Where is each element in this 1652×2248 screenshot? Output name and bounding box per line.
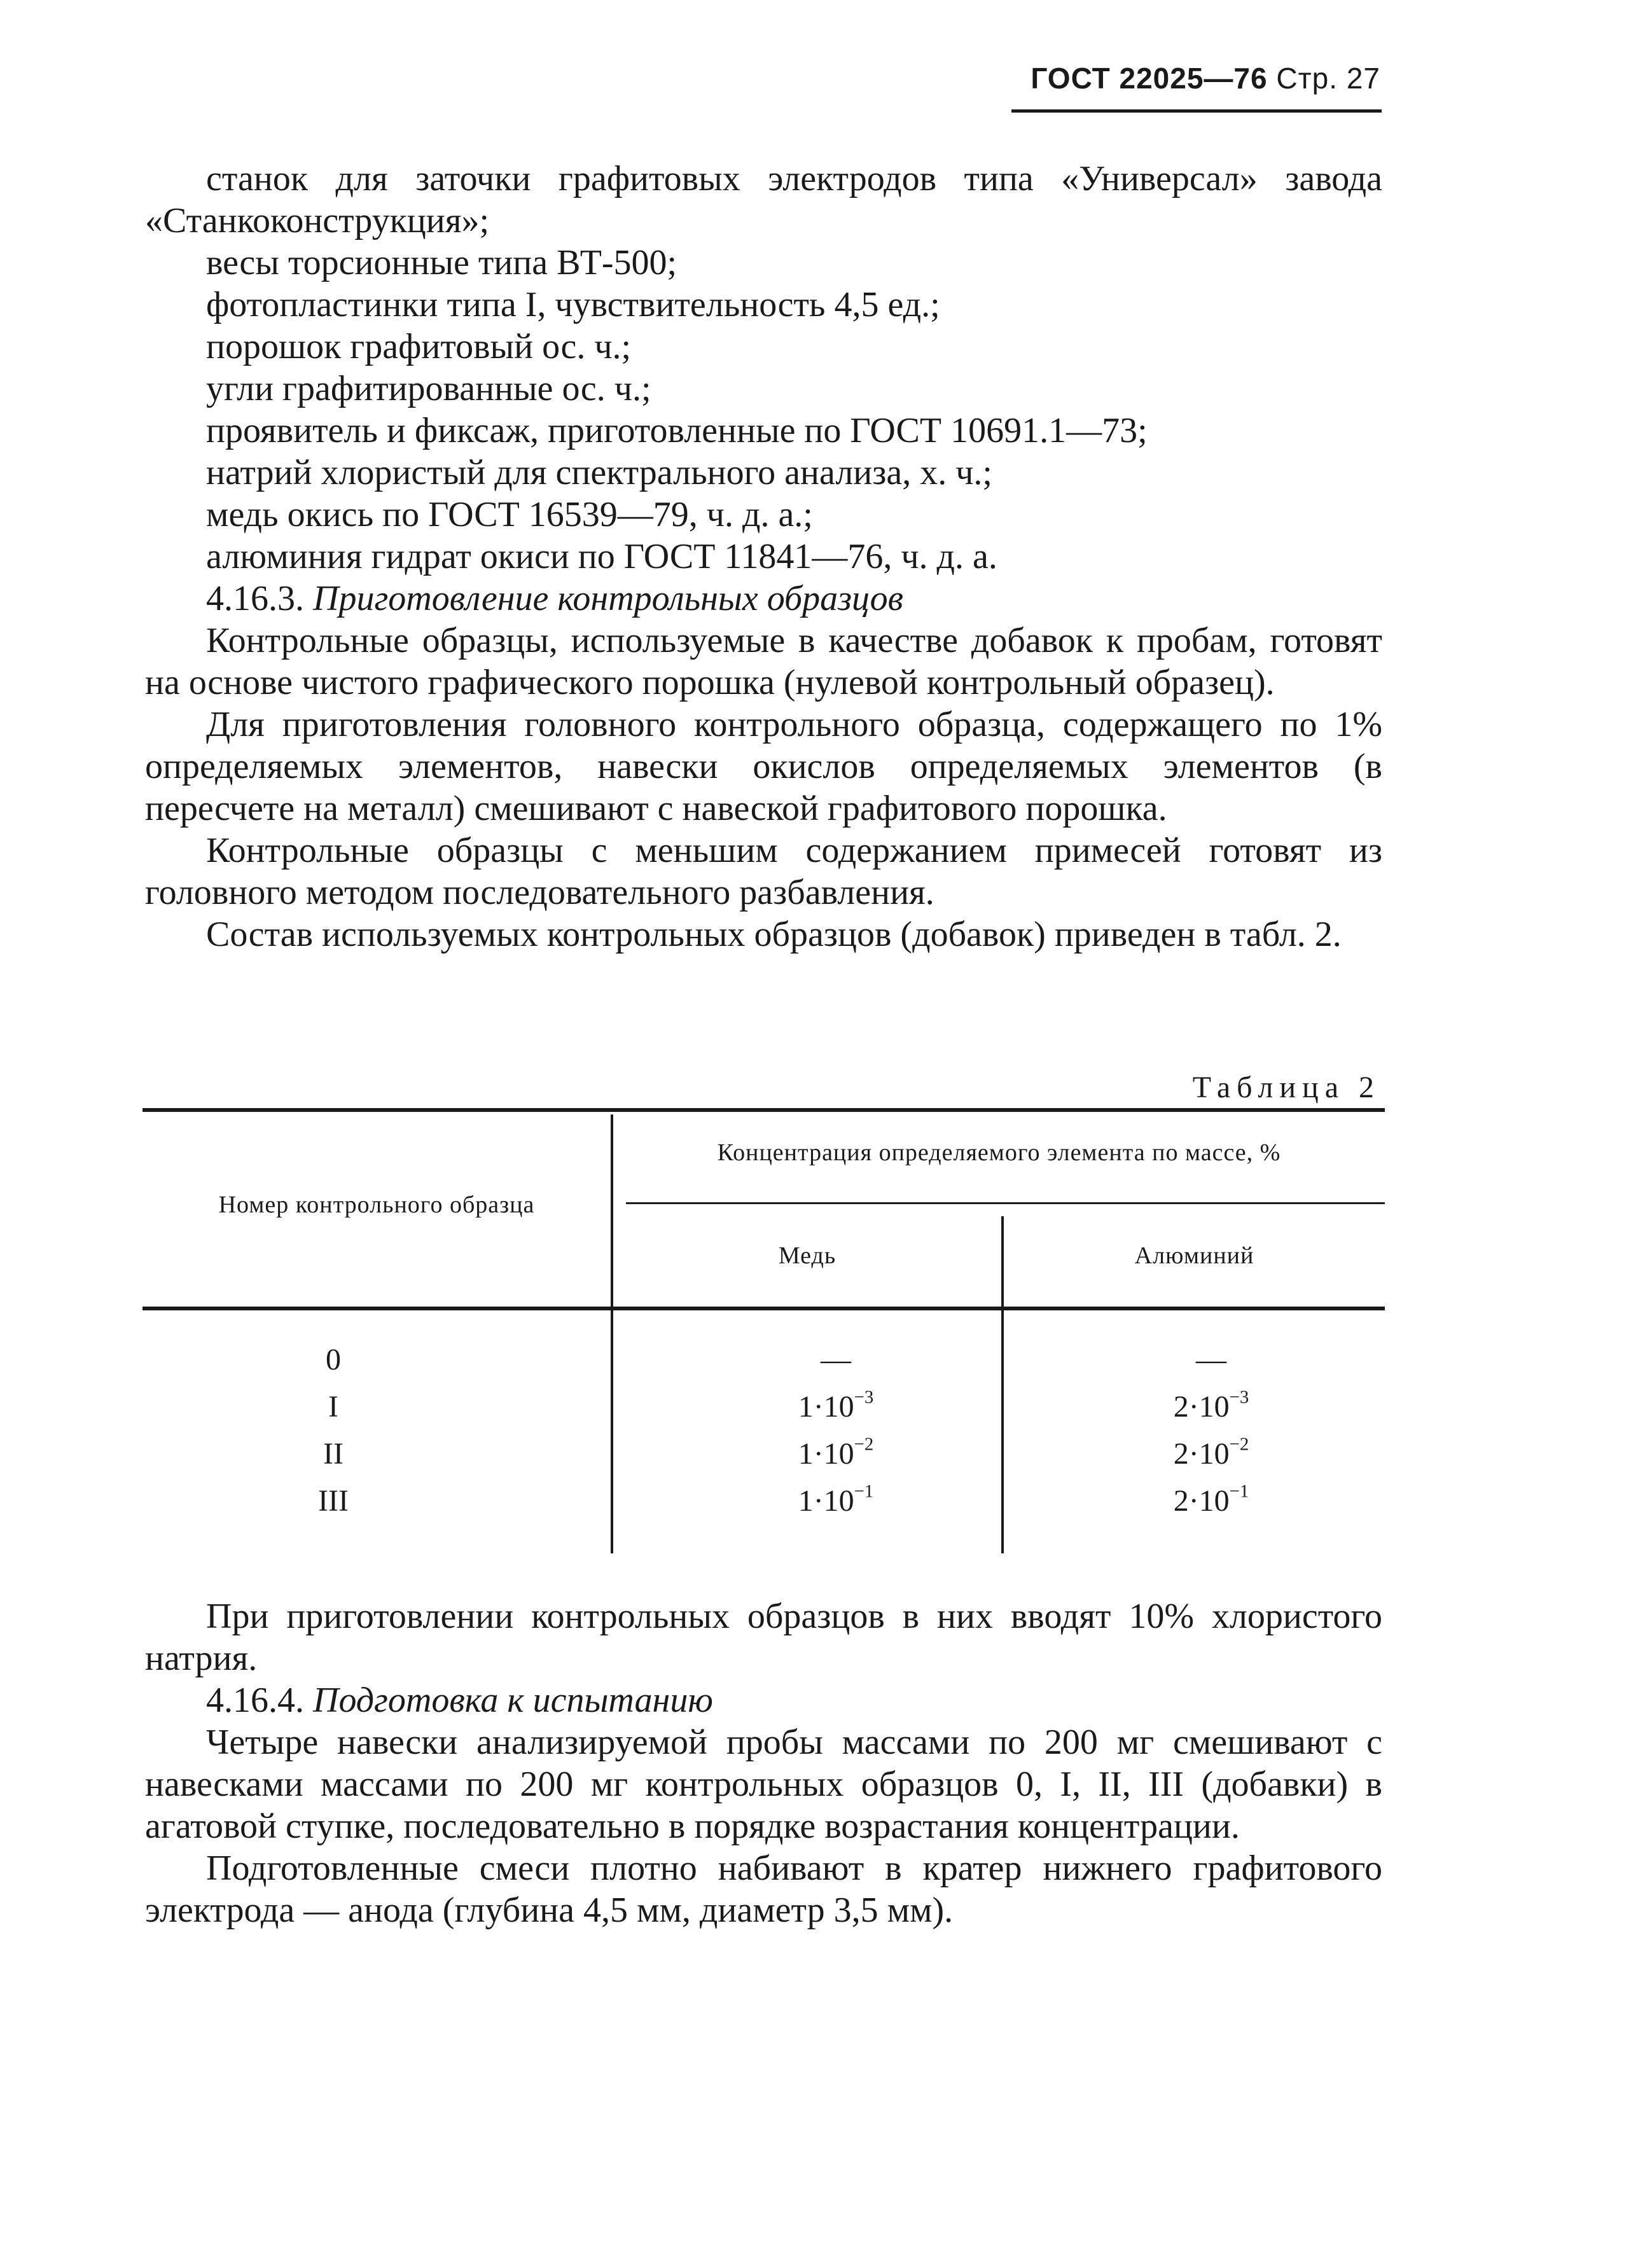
copper-value: $1\cdot 10^{-3}$ bbox=[798, 1387, 874, 1424]
aluminium-value: $2\cdot 10^{-1}$ bbox=[1173, 1481, 1249, 1518]
paragraph: Состав используемых контрольных образцов (добавок) приведен в табл. 2. bbox=[206, 915, 1342, 954]
aluminium-value: $2\cdot 10^{-3}$ bbox=[1173, 1387, 1249, 1424]
column-header-sample: Номер контрольного образца bbox=[218, 1191, 535, 1218]
list-item: медь окись по ГОСТ 16539—79, ч. д. а.; bbox=[206, 495, 813, 534]
aluminium-value: $2\cdot 10^{-2}$ bbox=[1173, 1434, 1249, 1471]
paragraph: Контрольные образцы, используемые в качестве добавок к пробам, готовят на основе чистого графического порошка (нулевой контрольный образец). bbox=[145, 621, 1382, 702]
column-header-aluminium: Алюминий bbox=[1134, 1242, 1254, 1269]
table-subheader-rule bbox=[626, 1202, 1385, 1204]
paragraph: Подготовленные смеси плотно набивают в кратер нижнего графитового электрода — анода (глубина 4,5 мм, диаметр 3,5 мм). bbox=[145, 1849, 1382, 1930]
list-item: алюминия гидрат окиси по ГОСТ 11841—76, ч. д. а. bbox=[206, 537, 997, 576]
section-heading-4-16-3 bbox=[145, 578, 1382, 620]
sample-number: 0 bbox=[326, 1343, 341, 1377]
table-header-bottom-rule bbox=[142, 1307, 1385, 1310]
paragraph: При приготовлении контрольных образцов в них вводят 10% хлористого натрия. bbox=[145, 1597, 1382, 1678]
copper-value: $1\cdot 10^{-2}$ bbox=[798, 1434, 874, 1471]
section-title: Приготовление контрольных образцов bbox=[313, 579, 903, 618]
sample-number: III bbox=[318, 1484, 349, 1518]
section-heading-4-16-4 bbox=[145, 1679, 1382, 1721]
column-header-copper: Медь bbox=[778, 1242, 836, 1269]
table-top-rule bbox=[142, 1108, 1385, 1112]
list-item: угли графитированные ос. ч.; bbox=[206, 369, 651, 408]
paragraph: Для приготовления головного контрольного образца, содержащего по 1% определяемых элементов, навески окислов определяемых элементов (в пересчете на металл) смешивают с навеской графитового порошка. bbox=[145, 705, 1382, 828]
table-divider-sample bbox=[611, 1114, 613, 1553]
copper-value: $1\cdot 10^{-1}$ bbox=[798, 1481, 874, 1518]
section-number: 4.16.4. bbox=[206, 1681, 304, 1720]
list-item: весы торсионные типа ВТ-500; bbox=[206, 243, 677, 282]
list-item: фотопластинки типа I, чувствительность 4,5 ед.; bbox=[206, 285, 940, 324]
bottom-text-block bbox=[145, 1595, 1382, 1931]
header-rule bbox=[1011, 109, 1382, 113]
aluminium-value: — bbox=[1196, 1343, 1226, 1377]
copper-value: — bbox=[821, 1343, 851, 1377]
sample-number: I bbox=[328, 1390, 338, 1424]
section-title: Подготовка к испытанию bbox=[313, 1681, 713, 1720]
list-item: натрий хлористый для спектрального анализа, х. ч.; bbox=[206, 453, 992, 492]
page-number: Стр. 27 bbox=[1276, 62, 1380, 95]
standard-number: ГОСТ 22025—76 bbox=[1031, 62, 1268, 95]
paragraph: Четыре навески анализируемой пробы массами по 200 мг смешивают с навесками массами по 200 мг контрольных образцов 0, I, II, III (добавки) в агатовой ступке, последовательно в порядке возрастания концентрации. bbox=[145, 1723, 1382, 1846]
list-item: порошок графитовый ос. ч.; bbox=[206, 327, 632, 366]
section-number: 4.16.3. bbox=[206, 579, 304, 618]
table-caption: Таблица 2 bbox=[1192, 1071, 1380, 1104]
sample-number: II bbox=[323, 1437, 344, 1471]
top-text-block bbox=[145, 158, 1382, 955]
list-intro: станок для заточки графитовых электродов типа «Универсал» завода «Станкоконструкция»; bbox=[145, 159, 1382, 240]
page-header bbox=[1018, 61, 1380, 95]
list-item: проявитель и фиксаж, приготовленные по ГОСТ 10691.1—73; bbox=[206, 411, 1148, 450]
table-2 bbox=[142, 1108, 1385, 1556]
column-header-concentration: Концентрация определяемого элемента по массе, % bbox=[717, 1139, 1281, 1166]
paragraph: Контрольные образцы с меньшим содержанием примесей готовят из головного методом последовательного разбавления. bbox=[145, 831, 1382, 912]
